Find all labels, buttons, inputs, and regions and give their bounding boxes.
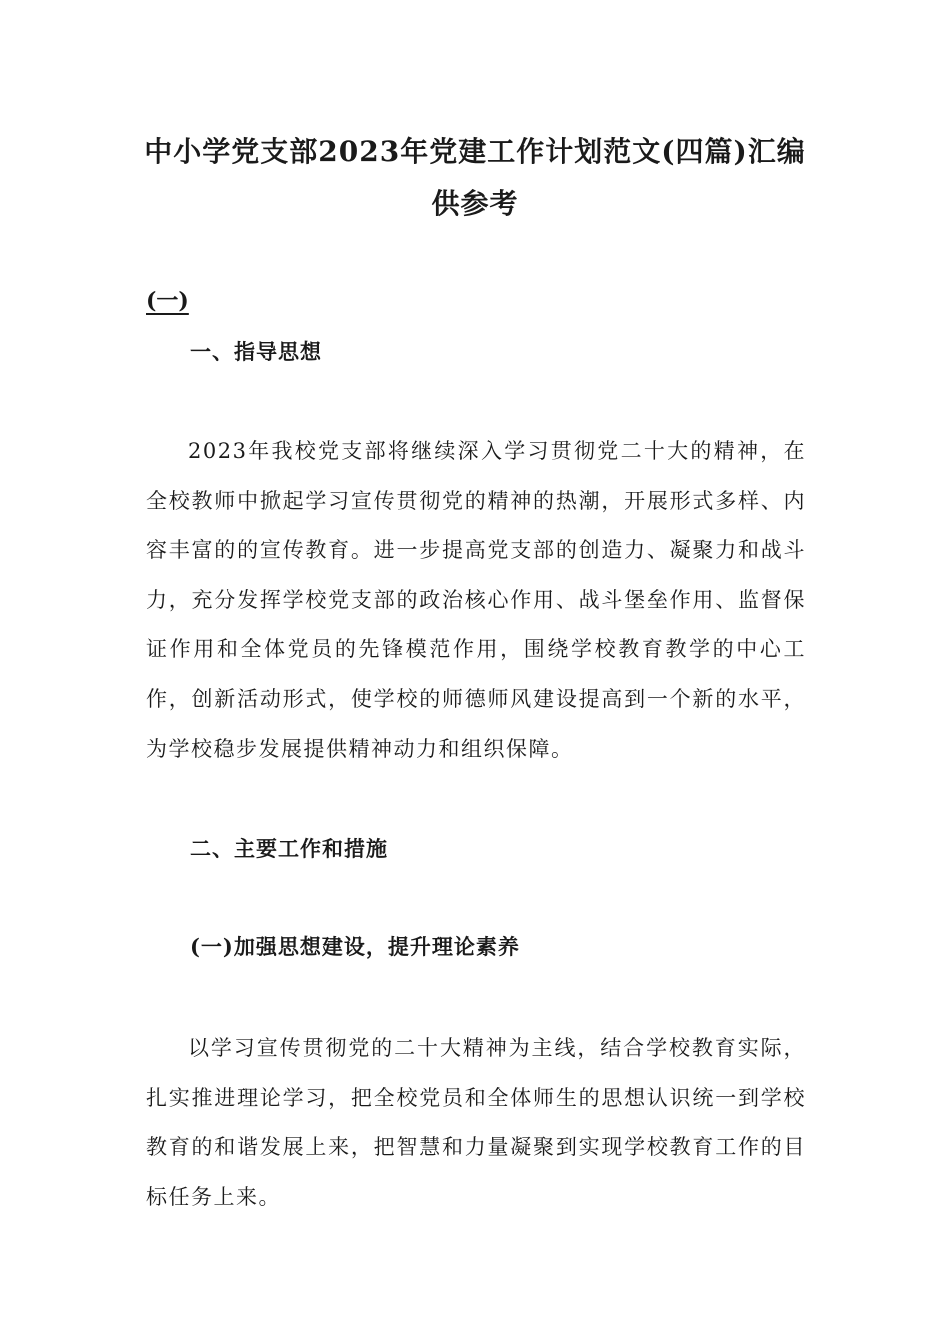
subsection-paragraph-ideological-building: 以学习宣传贯彻党的二十大精神为主线，结合学校教育实际，扎实推进理论学习，把全校党员和全体师生的思想认识统一到学校教育的和谐发展上来，把智慧和力量凝聚到实现学校教育工作的目标任务上来。 xyxy=(146,1036,806,1209)
section-heading-main-work: 二、主要工作和措施 xyxy=(190,836,388,861)
section-heading-guiding-ideology: 一、指导思想 xyxy=(190,339,322,364)
part-label: (一) xyxy=(146,288,189,314)
document-title: 中小学党支部2023年党建工作计划范文(四篇)汇编 xyxy=(144,135,806,168)
subsection-heading-ideological-building: (一)加强思想建设，提升理论素养 xyxy=(190,934,520,959)
document-subtitle: 供参考 xyxy=(431,187,519,220)
section-paragraph-guiding-ideology: 2023年我校党支部将继续深入学习贯彻党二十大的精神，在全校教师中掀起学习宣传贯彻党的精神的热潮，开展形式多样、内容丰富的的宣传教育。进一步提高党支部的创造力、凝聚力和战斗力，充分发挥学校党支部的政治核心作用、战斗堡垒作用、监督保证作用和全体党员的先锋模范作用，围绕学校教育教学的中心工作，创新活动形式，使学校的师德师风建设提高到一个新的水平，为学校稳步发展提供精神动力和组织保障。 xyxy=(146,439,806,761)
